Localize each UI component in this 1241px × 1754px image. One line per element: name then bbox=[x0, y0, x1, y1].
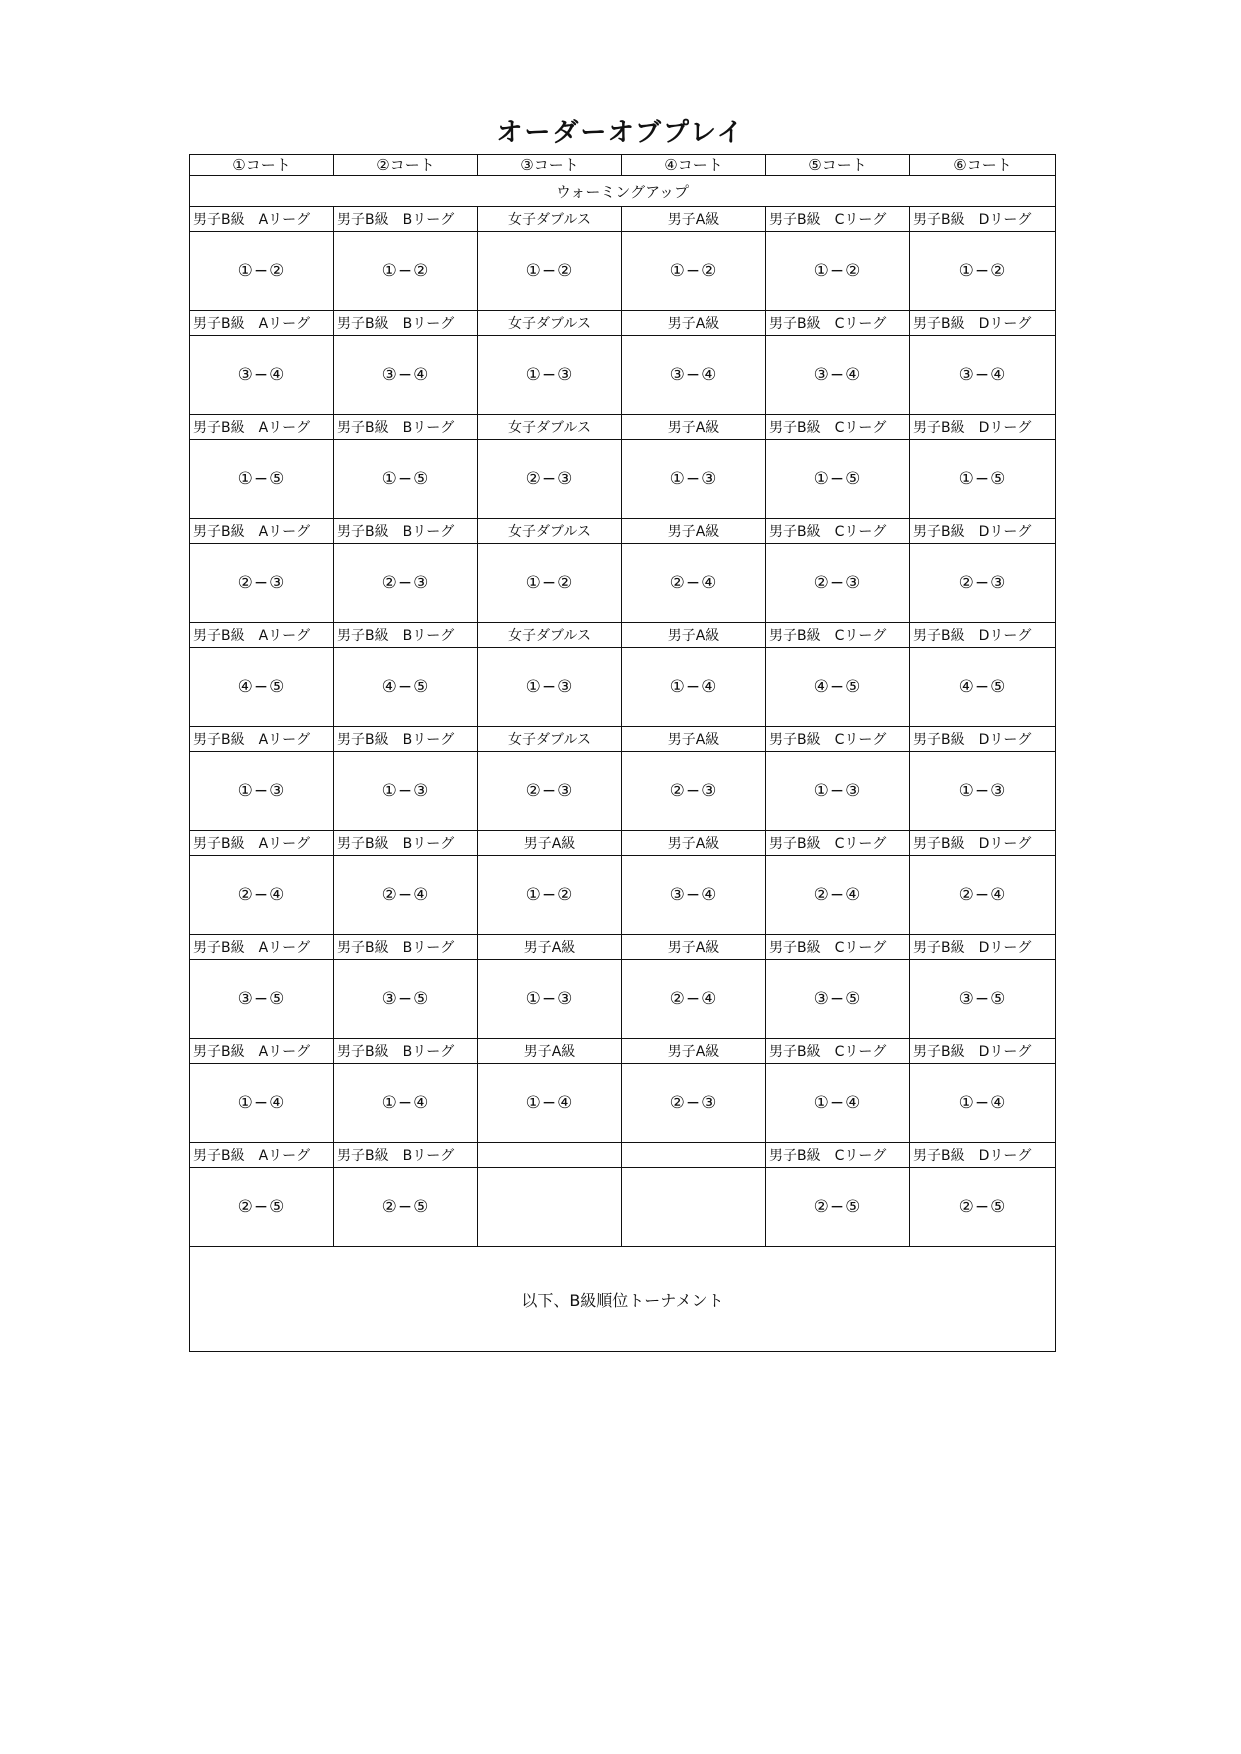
match-cell: ①−③ bbox=[478, 648, 622, 727]
division-cell bbox=[622, 1143, 766, 1168]
match-row bbox=[190, 336, 1056, 415]
division-cell: 男子A級 bbox=[622, 727, 766, 752]
match-cell: ①−④ bbox=[622, 648, 766, 727]
court-header: ②コート bbox=[334, 155, 478, 176]
match-cell: ②−⑤ bbox=[334, 1168, 478, 1247]
division-cell: 女子ダブルス bbox=[478, 623, 622, 648]
match-cell: ③−⑤ bbox=[766, 960, 910, 1039]
match-row bbox=[190, 960, 1056, 1039]
match-cell: ②−⑤ bbox=[190, 1168, 334, 1247]
division-cell: 男子B級 Bリーグ bbox=[334, 831, 478, 856]
division-cell: 男子A級 bbox=[478, 935, 622, 960]
match-cell: ②−③ bbox=[334, 544, 478, 623]
match-cell: ③−④ bbox=[334, 336, 478, 415]
division-row bbox=[190, 311, 1056, 336]
court-header: ⑥コート bbox=[910, 155, 1056, 176]
match-cell: ②−④ bbox=[766, 856, 910, 935]
match-cell: ②−④ bbox=[910, 856, 1056, 935]
division-cell: 男子A級 bbox=[622, 519, 766, 544]
division-cell: 男子B級 Bリーグ bbox=[334, 935, 478, 960]
court-header: ⑤コート bbox=[766, 155, 910, 176]
division-cell: 男子A級 bbox=[622, 415, 766, 440]
match-cell: ①−② bbox=[478, 856, 622, 935]
division-cell: 男子B級 Bリーグ bbox=[334, 207, 478, 232]
division-cell: 男子B級 Aリーグ bbox=[190, 519, 334, 544]
division-cell: 男子A級 bbox=[622, 207, 766, 232]
division-cell: 男子B級 Bリーグ bbox=[334, 727, 478, 752]
division-cell: 男子B級 Cリーグ bbox=[766, 935, 910, 960]
division-cell: 男子B級 Bリーグ bbox=[334, 1039, 478, 1064]
footer-row bbox=[190, 1247, 1056, 1352]
division-row bbox=[190, 935, 1056, 960]
match-cell: ③−⑤ bbox=[190, 960, 334, 1039]
match-cell: ③−④ bbox=[622, 856, 766, 935]
match-cell: ①−③ bbox=[910, 752, 1056, 831]
division-cell: 女子ダブルス bbox=[478, 311, 622, 336]
division-row bbox=[190, 415, 1056, 440]
match-cell: ①−② bbox=[478, 232, 622, 311]
order-of-play-table bbox=[189, 154, 1056, 1352]
division-cell: 男子B級 Aリーグ bbox=[190, 623, 334, 648]
division-cell: 男子B級 Cリーグ bbox=[766, 831, 910, 856]
match-cell: ①−③ bbox=[766, 752, 910, 831]
division-cell: 男子B級 Aリーグ bbox=[190, 1039, 334, 1064]
match-cell: ③−⑤ bbox=[334, 960, 478, 1039]
match-cell: ③−④ bbox=[622, 336, 766, 415]
division-cell: 男子B級 Aリーグ bbox=[190, 831, 334, 856]
division-cell: 女子ダブルス bbox=[478, 519, 622, 544]
division-cell: 男子B級 Bリーグ bbox=[334, 1143, 478, 1168]
match-cell: ①−④ bbox=[766, 1064, 910, 1143]
division-cell: 男子B級 Aリーグ bbox=[190, 727, 334, 752]
match-cell: ①−③ bbox=[334, 752, 478, 831]
division-cell: 男子B級 Dリーグ bbox=[910, 1039, 1056, 1064]
match-row bbox=[190, 648, 1056, 727]
match-cell: ①−③ bbox=[622, 440, 766, 519]
match-cell: ①−③ bbox=[478, 960, 622, 1039]
division-cell: 男子B級 Dリーグ bbox=[910, 311, 1056, 336]
division-cell: 男子B級 Bリーグ bbox=[334, 623, 478, 648]
match-cell: ①−② bbox=[478, 544, 622, 623]
division-cell: 男子B級 Dリーグ bbox=[910, 207, 1056, 232]
match-cell: ①−③ bbox=[190, 752, 334, 831]
match-cell: ②−④ bbox=[622, 960, 766, 1039]
division-cell: 男子B級 Cリーグ bbox=[766, 415, 910, 440]
division-cell: 男子A級 bbox=[622, 935, 766, 960]
division-cell: 男子A級 bbox=[622, 831, 766, 856]
division-cell: 男子B級 Cリーグ bbox=[766, 1143, 910, 1168]
division-cell: 男子B級 Dリーグ bbox=[910, 415, 1056, 440]
division-cell: 男子B級 Bリーグ bbox=[334, 519, 478, 544]
division-cell: 男子B級 Cリーグ bbox=[766, 727, 910, 752]
court-header: ④コート bbox=[622, 155, 766, 176]
division-cell: 男子A級 bbox=[622, 1039, 766, 1064]
division-row bbox=[190, 831, 1056, 856]
match-cell: ②−⑤ bbox=[910, 1168, 1056, 1247]
match-cell: ②−③ bbox=[622, 1064, 766, 1143]
division-cell: 女子ダブルス bbox=[478, 727, 622, 752]
division-cell: 男子B級 Cリーグ bbox=[766, 519, 910, 544]
match-cell: ③−④ bbox=[190, 336, 334, 415]
division-cell: 男子B級 Dリーグ bbox=[910, 935, 1056, 960]
match-cell: ①−⑤ bbox=[334, 440, 478, 519]
division-cell: 男子B級 Bリーグ bbox=[334, 311, 478, 336]
division-cell: 男子B級 Cリーグ bbox=[766, 207, 910, 232]
match-row bbox=[190, 752, 1056, 831]
warmup-cell: ウォーミングアップ bbox=[190, 176, 1056, 207]
division-row bbox=[190, 1039, 1056, 1064]
division-cell: 男子B級 Dリーグ bbox=[910, 519, 1056, 544]
division-cell: 男子B級 Aリーグ bbox=[190, 1143, 334, 1168]
match-cell: ②−③ bbox=[478, 440, 622, 519]
division-cell: 男子A級 bbox=[622, 623, 766, 648]
division-cell: 男子B級 Cリーグ bbox=[766, 1039, 910, 1064]
match-cell: ③−④ bbox=[766, 336, 910, 415]
match-row bbox=[190, 440, 1056, 519]
match-cell: ①−⑤ bbox=[190, 440, 334, 519]
match-cell bbox=[622, 1168, 766, 1247]
court-header: ③コート bbox=[478, 155, 622, 176]
match-cell: ②−④ bbox=[622, 544, 766, 623]
match-row bbox=[190, 1064, 1056, 1143]
division-cell: 男子B級 Dリーグ bbox=[910, 623, 1056, 648]
match-cell: ②−③ bbox=[622, 752, 766, 831]
match-cell: ②−⑤ bbox=[766, 1168, 910, 1247]
division-row bbox=[190, 519, 1056, 544]
match-cell bbox=[478, 1168, 622, 1247]
division-cell: 男子B級 Aリーグ bbox=[190, 415, 334, 440]
match-cell: ①−④ bbox=[190, 1064, 334, 1143]
match-cell: ②−④ bbox=[334, 856, 478, 935]
match-cell: ④−⑤ bbox=[910, 648, 1056, 727]
division-cell: 男子A級 bbox=[622, 311, 766, 336]
match-cell: ①−⑤ bbox=[766, 440, 910, 519]
division-cell: 男子B級 Dリーグ bbox=[910, 831, 1056, 856]
match-cell: ④−⑤ bbox=[766, 648, 910, 727]
match-cell: ①−② bbox=[334, 232, 478, 311]
court-header: ①コート bbox=[190, 155, 334, 176]
division-cell: 男子B級 Aリーグ bbox=[190, 935, 334, 960]
match-cell: ②−④ bbox=[190, 856, 334, 935]
match-cell: ①−⑤ bbox=[910, 440, 1056, 519]
match-cell: ②−③ bbox=[478, 752, 622, 831]
match-row bbox=[190, 232, 1056, 311]
match-cell: ③−⑤ bbox=[910, 960, 1056, 1039]
match-cell: ②−③ bbox=[910, 544, 1056, 623]
division-cell: 男子B級 Dリーグ bbox=[910, 1143, 1056, 1168]
match-cell: ③−④ bbox=[910, 336, 1056, 415]
match-cell: ④−⑤ bbox=[190, 648, 334, 727]
division-cell: 女子ダブルス bbox=[478, 207, 622, 232]
division-row bbox=[190, 1143, 1056, 1168]
match-cell: ②−③ bbox=[766, 544, 910, 623]
division-cell: 男子B級 Aリーグ bbox=[190, 207, 334, 232]
match-cell: ①−② bbox=[910, 232, 1056, 311]
match-row bbox=[190, 856, 1056, 935]
match-cell: ①−③ bbox=[478, 336, 622, 415]
division-row bbox=[190, 623, 1056, 648]
match-cell: ①−④ bbox=[334, 1064, 478, 1143]
division-cell: 男子B級 Cリーグ bbox=[766, 311, 910, 336]
match-cell: ①−② bbox=[190, 232, 334, 311]
page-title: オーダーオブプレイ bbox=[496, 118, 745, 148]
division-cell: 男子B級 Aリーグ bbox=[190, 311, 334, 336]
division-row bbox=[190, 727, 1056, 752]
match-cell: ①−② bbox=[622, 232, 766, 311]
match-row bbox=[190, 1168, 1056, 1247]
division-row bbox=[190, 207, 1056, 232]
division-cell: 男子A級 bbox=[478, 1039, 622, 1064]
match-cell: ①−④ bbox=[478, 1064, 622, 1143]
match-cell: ①−② bbox=[766, 232, 910, 311]
match-cell: ②−③ bbox=[190, 544, 334, 623]
match-cell: ①−④ bbox=[910, 1064, 1056, 1143]
division-cell: 男子A級 bbox=[478, 831, 622, 856]
division-cell bbox=[478, 1143, 622, 1168]
match-cell: ④−⑤ bbox=[334, 648, 478, 727]
warmup-row bbox=[190, 176, 1056, 207]
tournament-note: 以下、B級順位トーナメント bbox=[190, 1247, 1056, 1352]
division-cell: 男子B級 Cリーグ bbox=[766, 623, 910, 648]
division-cell: 女子ダブルス bbox=[478, 415, 622, 440]
division-cell: 男子B級 Dリーグ bbox=[910, 727, 1056, 752]
court-header-row bbox=[190, 155, 1056, 176]
match-row bbox=[190, 544, 1056, 623]
division-cell: 男子B級 Bリーグ bbox=[334, 415, 478, 440]
